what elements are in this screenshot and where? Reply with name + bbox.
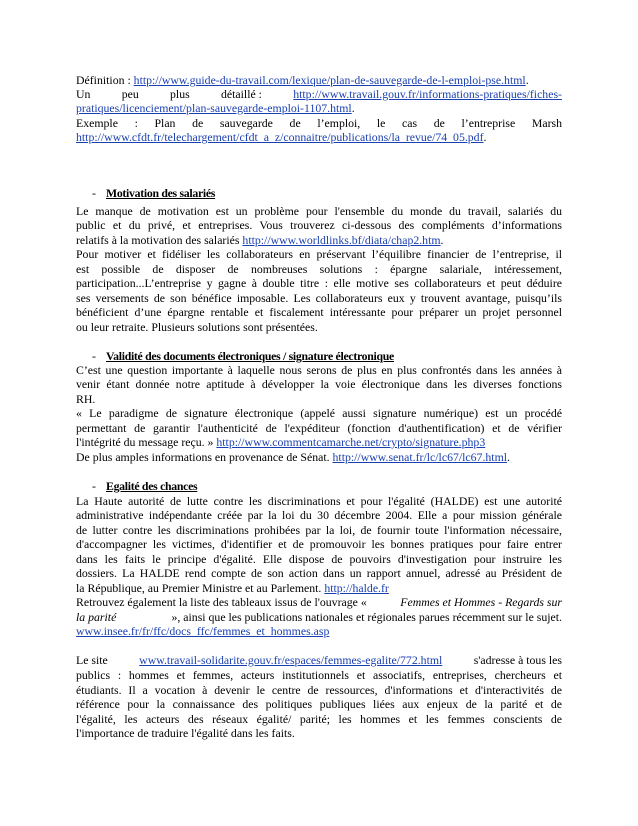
heading-title: Egalité des chances bbox=[106, 479, 198, 493]
paragraph-line: d'accompagner les victimes, d'identifier et de promouvoir les bonnes pratiques pour faire entrer bbox=[76, 537, 562, 551]
book-title-cont: la parité bbox=[76, 610, 117, 624]
paragraph-line: RH. bbox=[76, 392, 96, 406]
punct: . bbox=[507, 450, 510, 464]
paragraph-line: administrative indépendante créée par la loi du 30 décembre 2004. Elle a pour mission générale bbox=[76, 508, 562, 522]
text: De plus amples informations en provenance de Sénat. bbox=[76, 450, 333, 464]
paragraph-line: dossiers. La HALDE rend compte de son action dans un rapport annuel, adressé au Président de bbox=[76, 566, 562, 580]
heading-title: Validité des documents électroniques / signature électronique bbox=[106, 349, 394, 363]
travail-solidarite-link[interactable]: www.travail-solidarite.gouv.fr/espaces/femmes-egalite/772.html bbox=[139, 653, 443, 667]
senat-link[interactable]: http://www.senat.fr/lc/lc67/lc67.html bbox=[332, 450, 508, 464]
definition-link[interactable]: http://www.guide-du-travail.com/lexique/plan-de-sauvegarde-de-l-emploi-pse.html bbox=[133, 73, 526, 87]
definition-label: Définition : bbox=[76, 73, 134, 87]
paragraph-line: référence pour la connaissance des politiques publiques liées aux enjeux de la parité et de bbox=[76, 697, 562, 711]
paragraph-line: ses versements de son bénéfice imposable. Les collaborateurs eux y trouvent avantage, puisqu’ils bbox=[76, 291, 562, 305]
paragraph-line: publics : hommes et femmes, acteurs institutionnels et associatifs, entreprises, chercheurs et bbox=[76, 668, 562, 682]
egalite-heading bbox=[92, 479, 197, 493]
example-link[interactable]: http://www.cfdt.fr/telechargement/cfdt_a_z/connaitre/publications/la_revue/74_05.pdf bbox=[76, 130, 484, 144]
book-title: Femmes et Hommes - Regards sur bbox=[400, 595, 562, 609]
word: Un bbox=[76, 87, 91, 101]
detail-line-2 bbox=[76, 101, 562, 115]
bullet-dash: - bbox=[92, 479, 96, 493]
example-line: Exemple : Plan de sauvegarde de l’emploi, le cas de l’entreprise Marsh bbox=[76, 116, 562, 130]
word: peu bbox=[121, 87, 139, 101]
insee-link[interactable]: www.insee.fr/fr/ffc/docs_ffc/femmes_et_hommes.asp bbox=[76, 624, 330, 638]
paragraph-line: C’est une question importante à laquelle nous serons de plus en plus confrontés dans les années à bbox=[76, 363, 562, 377]
paragraph-line bbox=[76, 581, 562, 595]
text: Retrouvez également la liste des tableaux issus de l'ouvrage « bbox=[76, 595, 367, 609]
paragraph-line: est possible de disposer de nombreuses solutions : épargne salariale, intéressement, bbox=[76, 262, 562, 276]
bullet-dash: - bbox=[92, 186, 96, 200]
detail-link-cont[interactable]: pratiques/licenciement/plan-sauvegarde-emploi-1107.html bbox=[76, 101, 352, 115]
paragraph-line bbox=[76, 610, 562, 624]
paragraph-line: dans les faits le principe d'égalité. Elle dispose de pouvoirs d'investigation pour instruire les bbox=[76, 552, 562, 566]
paragraph-line: Le manque de motivation est un problème pour l'ensemble du monde du travail, salariés du bbox=[76, 204, 562, 218]
paragraph-line: étudiants. Il a vocation à devenir le centre de ressources, d'informations et d'interactivités de bbox=[76, 683, 562, 697]
bullet-dash: - bbox=[92, 349, 96, 363]
paragraph-line: Pour motiver et fidéliser les collaborateurs en préservant l’équilibre financier de l’entreprise, il bbox=[76, 247, 562, 261]
paragraph-line: « Le paradigme de signature électronique (appelé aussi signature numérique) est un procédé bbox=[76, 406, 562, 420]
punct: . bbox=[351, 101, 355, 115]
paragraph-line bbox=[76, 450, 562, 464]
paragraph-line bbox=[76, 233, 562, 247]
paragraph-line bbox=[76, 595, 562, 609]
text: Le site bbox=[76, 653, 108, 667]
paragraph-line: l'égalité, les acteurs des réseaux égalité/ parité; les hommes et les femmes conscients de bbox=[76, 712, 562, 726]
word: détaillé : bbox=[220, 87, 262, 101]
paragraph-line: permettant de garantir l'authenticité de l'expéditeur (fonction d'authentification) et de vérifier bbox=[76, 421, 562, 435]
detail-line bbox=[76, 87, 562, 101]
paragraph-line bbox=[76, 624, 562, 638]
punct: . bbox=[483, 130, 487, 144]
paragraph-line: bénéficient d’une épargne rentable et fiscalement intéressante pour préparer un projet personnel bbox=[76, 305, 562, 319]
motivation-heading bbox=[92, 186, 215, 200]
text: l'intégrité du message reçu. » bbox=[76, 435, 217, 449]
word: plus bbox=[170, 87, 190, 101]
paragraph-line: venir étant donnée notre aptitude à développer la voie électronique dans les diverses fonctions bbox=[76, 377, 562, 391]
heading-title: Motivation des salariés bbox=[106, 186, 216, 200]
validite-heading bbox=[92, 349, 394, 363]
paragraph-line: participation...L’entreprise y gagne à double titre : elle motive ses collaborateurs et peut déduire bbox=[76, 276, 562, 290]
signature-link[interactable]: http://www.commentcamarche.net/crypto/signature.php3 bbox=[216, 435, 486, 449]
paragraph-line bbox=[76, 435, 562, 449]
text: s'adresse à tous les bbox=[473, 653, 562, 667]
punct: . bbox=[525, 73, 529, 87]
detail-link[interactable]: http://www.travail.gouv.fr/informations-pratiques/fiches- bbox=[293, 87, 562, 101]
punct: . bbox=[440, 233, 444, 247]
paragraph-line: public et du privé, et entreprises. Vous trouverez ci-dessous des compléments d’informations bbox=[76, 218, 562, 232]
paragraph-line bbox=[76, 653, 562, 667]
text: relatifs à la motivation des salariés bbox=[76, 233, 243, 247]
worldlinks-link[interactable]: http://www.worldlinks.bf/diata/chap2.htm bbox=[242, 233, 441, 247]
text: », ainsi que les publications nationales et régionales parues récemment sur le sujet. bbox=[171, 610, 562, 624]
paragraph-line: l'importance de traduire l'égalité dans les faits. bbox=[76, 726, 295, 740]
paragraph-line: La Haute autorité de lutte contre les discriminations et pour l'égalité (HALDE) est une autorité bbox=[76, 494, 562, 508]
paragraph-line: ou leur retraite. Plusieurs solutions sont présentées. bbox=[76, 320, 318, 334]
example-link-line bbox=[76, 130, 562, 144]
definition-line bbox=[76, 73, 562, 87]
halde-link[interactable]: http://halde.fr bbox=[324, 581, 389, 595]
text: la République, au Premier Ministre et au Parlement. bbox=[76, 581, 325, 595]
paragraph-line: de lutter contre les discriminations prohibées par la loi, de fournir toute l'information nécessaire, bbox=[76, 523, 562, 537]
